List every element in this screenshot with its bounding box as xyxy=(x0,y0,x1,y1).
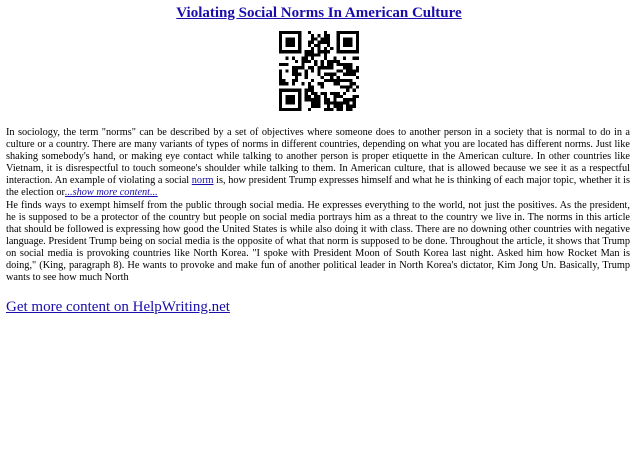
qr-code-icon xyxy=(279,31,359,111)
paragraph-2: He finds ways to exempt himself from the public through social media. He expresses everything to the world, not just the positives. As the president, he is supposed to be a protector of the country but people on social media portrays him as a threat to the country we live in. The norms in this article that should be followed is expressing how good the United States is while also doing it with class. There are no downing other countries with negative language. President Trump being on social media is the opposite of what that norm is supposed to be done. Throughout the article, it shows that Trump on social media is provoking countries like North Korea. "I spoke with President Moon of South Korea last night. Asked him how Rocket Man is doing," (King, paragraph 8). He wants to provoke and make fun of another political leader in North Korea's dictator, Kim Jong Un. Basically, Trump wants to see how much North xyxy=(6,199,630,284)
norm-link[interactable]: norm xyxy=(191,175,214,187)
document-title-link[interactable]: Violating Social Norms In American Culture xyxy=(176,5,462,21)
article-excerpt xyxy=(6,127,630,284)
show-more-link[interactable]: ...show more content... xyxy=(64,187,158,199)
paragraph-1 xyxy=(6,127,630,200)
paragraph-1-end: is, how president Trump expresses himself and what he is thinking of each major topic, whether it is the election or xyxy=(6,175,630,199)
paragraph-1-start: In sociology, the term "norms" can be described by a set of objectives where someone does to another person in a society that is normal to do in a culture or a country. There are many variants of types of norms in different countries, depending on what you are located has different norms. Just like shaking somebody's hand, or making eye contact while talking to another person is proper etiquette in the American culture. In other countries like Vietnam, it is disrespectful to touch someone's shoulder while talking to them. In American culture, that is allowed because we see it as a respectful interaction. An example of violating a social xyxy=(6,127,630,187)
get-more-content-link[interactable]: Get more content on HelpWriting.net xyxy=(6,299,230,315)
